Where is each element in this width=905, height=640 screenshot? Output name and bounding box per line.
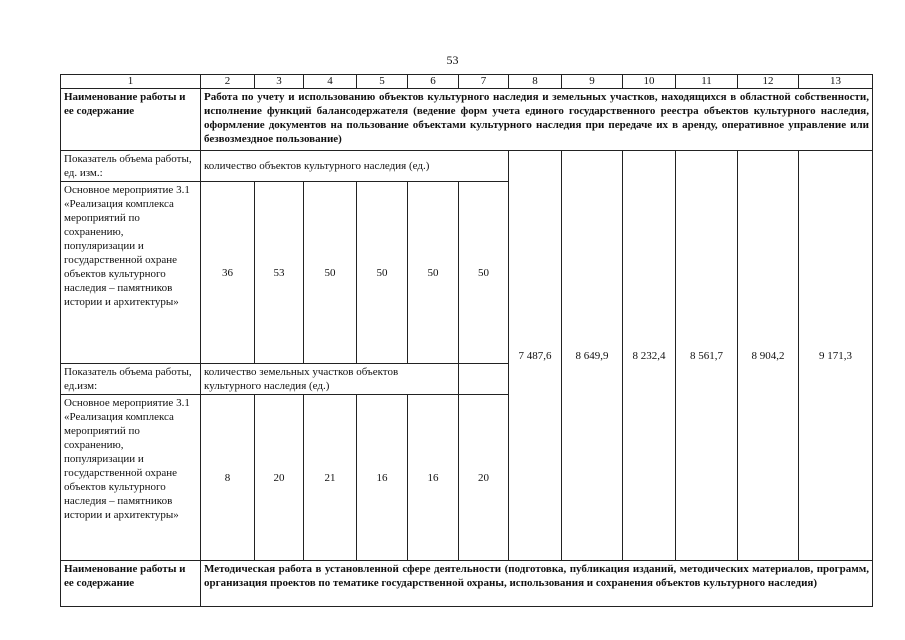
- indicator-row-1: [61, 151, 873, 182]
- column-number: 2: [201, 75, 255, 89]
- finance-value: 9 171,3: [799, 151, 873, 561]
- work-name-label-1: Наименование работы и ее содержание: [61, 89, 201, 151]
- column-number: 1: [61, 75, 201, 89]
- measure-value: 21: [304, 395, 357, 561]
- empty-cell: [459, 364, 509, 395]
- finance-value: 7 487,6: [509, 151, 562, 561]
- column-number: 8: [509, 75, 562, 89]
- column-number: 6: [408, 75, 459, 89]
- column-number: 3: [255, 75, 304, 89]
- column-number: 12: [738, 75, 799, 89]
- column-number: 7: [459, 75, 509, 89]
- column-number: 13: [799, 75, 873, 89]
- measure-value: 50: [304, 182, 357, 364]
- finance-value: 8 232,4: [623, 151, 676, 561]
- measure-value: 36: [201, 182, 255, 364]
- work-description-2: Методическая работа в установленной сфере деятельности (подготовка, публикация изданий, методических материалов, программ, организация проектов по тематике государственной охраны, использования и сохранения объектов культурного наследия): [201, 561, 873, 607]
- measure-value: 8: [201, 395, 255, 561]
- column-number-row: [61, 75, 873, 89]
- measure-value: 50: [357, 182, 408, 364]
- measure-label-1: Основное мероприятие 3.1 «Реализация комплекса мероприятий по сохранению, популяризации и государственной охране объектов культурного наследия – памятников истории и архитектуры»: [61, 182, 201, 364]
- program-table: [60, 74, 873, 607]
- finance-value: 8 904,2: [738, 151, 799, 561]
- work-row-1: [61, 89, 873, 151]
- finance-value: 8 649,9: [562, 151, 623, 561]
- work-name-label-2: Наименование работы и ее содержание: [61, 561, 201, 607]
- measure-value: 20: [255, 395, 304, 561]
- page-number: 53: [446, 53, 459, 67]
- indicator-value-1: количество объектов культурного наследия (ед.): [201, 151, 509, 182]
- column-number: 5: [357, 75, 408, 89]
- measure-value: 50: [459, 182, 509, 364]
- measure-value: 20: [459, 395, 509, 561]
- finance-value: 8 561,7: [676, 151, 738, 561]
- measure-value: 50: [408, 182, 459, 364]
- measure-value: 53: [255, 182, 304, 364]
- column-number: 9: [562, 75, 623, 89]
- indicator-label-1: Показатель объема работы, ед. изм.:: [61, 151, 201, 182]
- work-row-2: [61, 561, 873, 607]
- column-number: 11: [676, 75, 738, 89]
- column-number: 4: [304, 75, 357, 89]
- work-description-1: Работа по учету и использованию объектов культурного наследия и земельных участков, находящихся в областной собственности, исполнение функций балансодержателя (ведение форм учета единого государственного реестра объектов культурного наследия, оформление документов на пользование объектами культурного наследия при передаче их в аренду, оперативное управление или безвозмездное пользование): [201, 89, 873, 151]
- measure-value: 16: [357, 395, 408, 561]
- indicator-label-2: Показатель объема работы, ед.изм:: [61, 364, 201, 395]
- measure-label-2: Основное мероприятие 3.1 «Реализация комплекса мероприятий по сохранению, популяризации и государственной охране объектов культурного наследия – памятников истории и архитектуры»: [61, 395, 201, 561]
- measure-value: 16: [408, 395, 459, 561]
- indicator-value-2: количество земельных участков объектов культурного наследия (ед.): [201, 364, 459, 395]
- column-number: 10: [623, 75, 676, 89]
